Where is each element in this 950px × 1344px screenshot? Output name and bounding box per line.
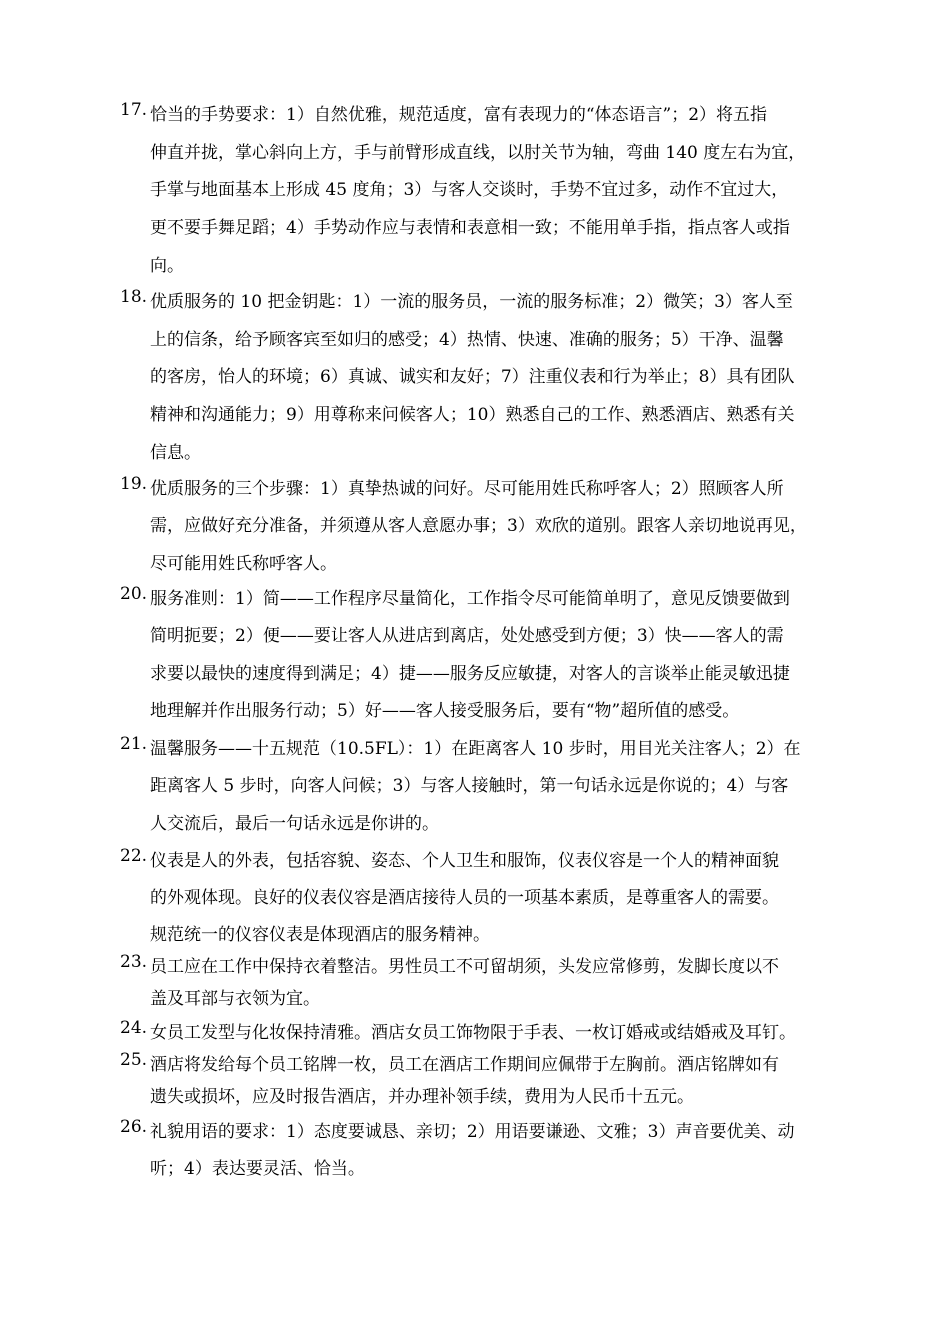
item-text-line: 酒店将发给每个员工铭牌一枚，员工在酒店工作期间应佩带于左胸前。酒店铭牌如有 [150, 1055, 779, 1075]
item-text-line: 距离客人 5 步时，向客人问候；3）与客人接触时，第一句话永远是你说的；4）与客 [150, 776, 789, 796]
item-text-line: 求要以最快的速度得到满足；4）捷——服务反应敏捷，对客人的言谈举止能灵敏迅捷 [150, 664, 790, 684]
item-text-line: 更不要手舞足蹈；4）手势动作应与表情和表意相一致；不能用单手指，指点客人或指 [150, 218, 790, 238]
item-text-line: 恰当的手势要求：1）自然优雅，规范适度，富有表现力的“体态语言”；2）将五指 [150, 105, 768, 125]
item-text-line: 听；4）表达要灵活、恰当。 [150, 1159, 365, 1179]
item-text-line: 礼貌用语的要求：1）态度要诚恳、亲切；2）用语要谦逊、文雅；3）声音要优美、动 [150, 1122, 795, 1142]
item-text-line: 仪表是人的外表，包括容貌、姿态、个人卫生和服饰，仪表仪容是一个人的精神面貌 [150, 851, 779, 871]
item-text-line: 的客房，怡人的环境；6）真诚、诚实和友好；7）注重仪表和行为举止；8）具有团队 [150, 367, 795, 387]
item-text-line: 人交流后，最后一句话永远是你讲的。 [150, 814, 439, 834]
item-text-line: 信息。 [150, 443, 201, 463]
item-text-line: 的外观体现。良好的仪表仪容是酒店接待人员的一项基本素质，是尊重客人的需要。 [150, 888, 779, 908]
item-text-line: 尽可能用姓氏称呼客人。 [150, 554, 337, 574]
item-text-line: 手掌与地面基本上形成 45 度角；3）与客人交谈时，手势不宜过多，动作不宜过大， [150, 180, 789, 200]
item-number: 23. [120, 952, 148, 972]
item-number: 20. [120, 584, 148, 604]
item-number: 17. [120, 100, 148, 120]
item-number: 18. [120, 287, 148, 307]
item-text-line: 简明扼要；2）便——要让客人从进店到离店，处处感受到方便；3）快——客人的需 [150, 626, 784, 646]
item-number: 25. [120, 1050, 148, 1070]
item-text-line: 遗失或损坏，应及时报告酒店，并办理补领手续，费用为人民币十五元。 [150, 1087, 694, 1107]
item-text-line: 精神和沟通能力；9）用尊称来问候客人；10）熟悉自己的工作、熟悉酒店、熟悉有关 [150, 405, 795, 425]
item-text-line: 温馨服务——十五规范（10.5FL）：1）在距离客人 10 步时，用目光关注客人；2）在 [150, 739, 801, 759]
item-text-line: 盖及耳部与衣领为宜。 [150, 989, 320, 1009]
item-text-line: 向。 [150, 256, 184, 276]
item-text-line: 优质服务的三个步骤：1）真挚热诚的问好。尽可能用姓氏称呼客人；2）照顾客人所 [150, 479, 784, 499]
item-text-line: 优质服务的 10 把金钥匙：1）一流的服务员，一流的服务标准；2）微笑；3）客人至 [150, 292, 793, 312]
item-number: 24. [120, 1018, 148, 1038]
item-text-line: 女员工发型与化妆保持清雅。酒店女员工饰物限于手表、一枚订婚戒或结婚戒及耳钉。 [150, 1023, 796, 1043]
item-text-line: 服务准则：1）简——工作程序尽量简化，工作指令尽可能简单明了，意见反馈要做到 [150, 589, 790, 609]
item-text-line: 上的信条，给予顾客宾至如归的感受；4）热情、快速、准确的服务；5）干净、温馨 [150, 330, 784, 350]
item-text-line: 地理解并作出服务行动；5）好——客人接受服务后，要有“物”超所值的感受。 [150, 701, 740, 721]
item-number: 22. [120, 846, 148, 866]
item-number: 19. [120, 474, 148, 494]
item-text-line: 需，应做好充分准备，并须遵从客人意愿办事；3）欢欣的道别。跟客人亲切地说再见， [150, 516, 807, 536]
item-number: 21. [120, 734, 148, 754]
item-number: 26. [120, 1117, 148, 1137]
item-text-line: 规范统一的仪容仪表是体现酒店的服务精神。 [150, 925, 490, 945]
item-text-line: 伸直并拢，掌心斜向上方，手与前臂形成直线，以肘关节为轴，弯曲 140 度左右为宜， [150, 143, 806, 163]
item-text-line: 员工应在工作中保持衣着整洁。男性员工不可留胡须，头发应常修剪，发脚长度以不 [150, 957, 779, 977]
